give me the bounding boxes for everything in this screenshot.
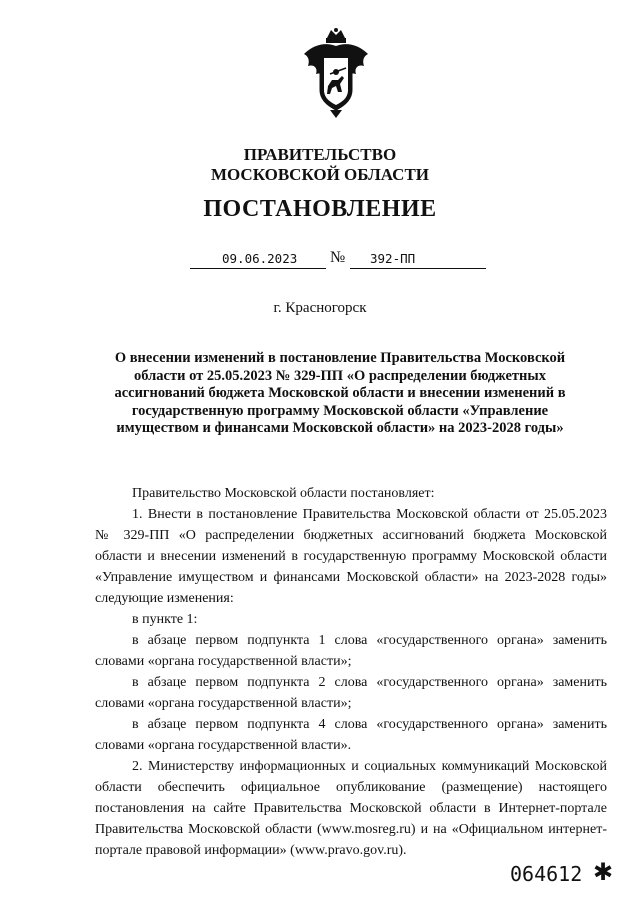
paragraph-item-2: 2. Министерству информационных и социальных коммуникаций Московской области обеспечить официальное опубликование (размещение) настоящего постановления на сайте Правительства Московской области в Интернет-портале Правительства Московской области (www.mosreg.ru) и на «Официальном интернет-портале правовой информации» (www.pravo.gov.ru). xyxy=(95,759,607,858)
document-date: 09.06.2023 xyxy=(222,251,298,266)
document-type: ПОСТАНОВЛЕНИЕ xyxy=(203,196,437,222)
star-icon: ✱ xyxy=(593,860,614,886)
government-line-1: ПРАВИТЕЛЬСТВО xyxy=(243,145,397,164)
paragraph-preamble: Правительство Московской области постановляет: xyxy=(132,486,435,501)
document-title: О внесении изменений в постановление Правительства Московской области от 25.05.2023 № 329-ПП «О распределении бюджетных ассигнований бюджета Московской области и внесении изменений в государственную программу Московской области «Управление имуществом и финансами Московской области» на 2023-2028 годы» xyxy=(114,350,566,436)
paragraph-subitem-1: в абзаце первом подпункта 1 слова «государственного органа» заменить словами «органа государственной власти»; xyxy=(95,633,607,669)
document-meta xyxy=(190,248,490,272)
paragraph-subitem-2: в абзаце первом подпункта 2 слова «государственного органа» заменить словами «органа государственной власти»; xyxy=(95,675,607,711)
number-sign: № xyxy=(330,249,346,266)
government-header xyxy=(0,145,640,185)
paragraph-subitem-4: в абзаце первом подпункта 4 слова «государственного органа» заменить словами «органа государственной власти». xyxy=(95,717,607,753)
date-underline xyxy=(190,268,326,269)
serial-number: 064612 xyxy=(510,862,583,886)
document-body xyxy=(95,483,607,861)
document-number: 392-ПП xyxy=(370,251,416,266)
government-line-2: МОСКОВСКОЙ ОБЛАСТИ xyxy=(210,165,430,184)
document-city: г. Красногорск xyxy=(273,300,367,316)
paragraph-item-1: 1. Внести в постановление Правительства Московской области от 25.05.2023 № 329-ПП «О распределении бюджетных ассигнований бюджета Московской области и внесении изменений в государственную программу Московской области «Управление имуществом и финансами Московской области» на 2023-2028 годы» следующие изменения: xyxy=(95,507,607,606)
number-underline xyxy=(350,268,486,269)
paragraph-subitem-intro: в пункте 1: xyxy=(132,612,198,627)
coat-of-arms-icon xyxy=(300,28,372,120)
